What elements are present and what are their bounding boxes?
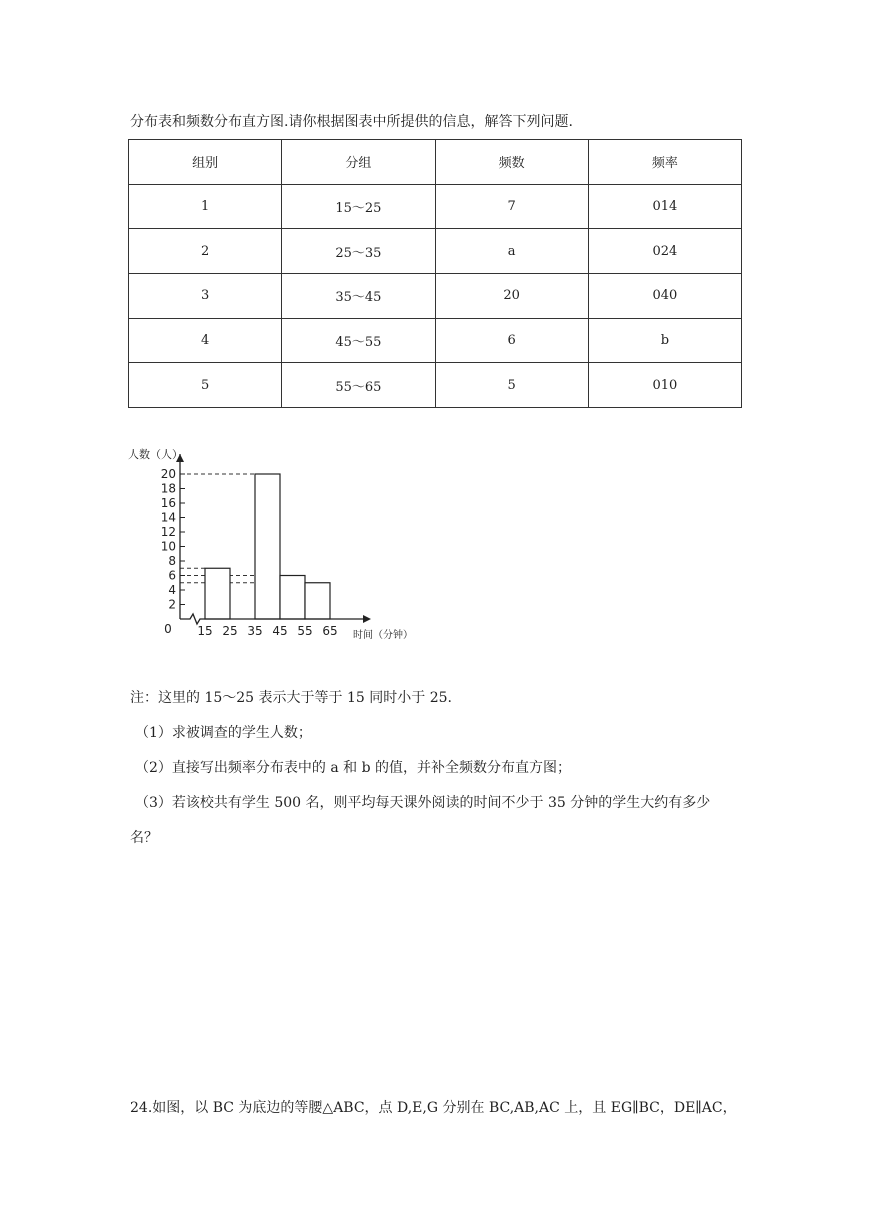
- x-tick-label: 65: [322, 624, 338, 638]
- x-tick-label: 35: [247, 624, 263, 638]
- next-problem-text: 24.如图，以 BC 为底边的等腰△ABC，点 D,E,G 分别在 BC,AB,AC 上，且 EG∥BC，DE∥AC，: [130, 1100, 737, 1116]
- table-cell: 7: [435, 184, 588, 229]
- table-row: [129, 229, 742, 274]
- table-cell: 5: [435, 363, 588, 408]
- table-cell: 5: [129, 363, 282, 408]
- table-header-row: [129, 140, 742, 185]
- table-cell: 45～55: [282, 318, 435, 363]
- table-row: [129, 273, 742, 318]
- frequency-histogram: [125, 440, 425, 650]
- histogram-bar: [255, 474, 280, 619]
- histogram-bar: [205, 568, 230, 619]
- x-axis-arrow-icon: [363, 615, 371, 623]
- note-text: 注：这里的 15～25 表示大于等于 15 同时小于 25.: [130, 690, 452, 706]
- table-cell: 040: [588, 273, 741, 318]
- table-cell: 014: [588, 184, 741, 229]
- table-row: [129, 318, 742, 363]
- x-tick-label: 45: [272, 624, 288, 638]
- y-tick-label: 20: [160, 467, 176, 481]
- x-tick-label: 55: [297, 624, 313, 638]
- question-3-continued: 名？: [130, 830, 158, 846]
- y-tick-label: 6: [168, 568, 176, 583]
- header-cell: 组别: [129, 140, 282, 185]
- y-tick-label: 8: [168, 554, 176, 568]
- frequency-table: [128, 139, 742, 408]
- table-row: [129, 363, 742, 408]
- x-axis-label: 时间（分钟）: [353, 630, 413, 641]
- table-cell: 25～35: [282, 229, 435, 274]
- table-cell: 4: [129, 318, 282, 363]
- table-cell: 15～25: [282, 184, 435, 229]
- x-tick-label: 15: [197, 624, 213, 638]
- y-tick-label: 2: [168, 597, 176, 612]
- y-tick-label: 12: [160, 525, 176, 539]
- y-tick-label: 18: [160, 481, 176, 496]
- header-cell: 频数: [435, 140, 588, 185]
- table-cell: 1: [129, 184, 282, 229]
- y-axis-label: 人数（人）: [128, 448, 183, 461]
- table-row: [129, 184, 742, 229]
- y-tick-label: 14: [160, 510, 176, 525]
- table-cell: 55～65: [282, 363, 435, 408]
- y-tick-label: 10: [160, 539, 176, 554]
- table-cell: a: [435, 229, 588, 274]
- intro-text: 分布表和频数分布直方图.请你根据图表中所提供的信息，解答下列问题.: [130, 114, 573, 130]
- y-tick-label: 16: [160, 496, 176, 510]
- table-cell: 20: [435, 273, 588, 318]
- table-cell: 2: [129, 229, 282, 274]
- table-cell: 6: [435, 318, 588, 363]
- question-2: （2）直接写出频率分布表中的 a 和 b 的值，并补全频数分布直方图；: [135, 760, 572, 776]
- y-tick-label: 4: [168, 583, 176, 597]
- table-cell: 3: [129, 273, 282, 318]
- header-cell: 频率: [588, 140, 741, 185]
- table-cell: 010: [588, 363, 741, 408]
- table-cell: 35～45: [282, 273, 435, 318]
- question-1: （1）求被调查的学生人数；: [135, 725, 312, 741]
- histogram-bar: [280, 576, 305, 620]
- histogram-bar: [305, 583, 330, 619]
- table-cell: 024: [588, 229, 741, 274]
- x-tick-label: 25: [222, 624, 238, 638]
- question-3: （3）若该校共有学生 500 名，则平均每天课外阅读的时间不少于 35 分钟的学生大约有多少: [135, 795, 711, 811]
- origin-label: 0: [164, 622, 172, 636]
- table-cell: b: [588, 318, 741, 363]
- header-cell: 分组: [282, 140, 435, 185]
